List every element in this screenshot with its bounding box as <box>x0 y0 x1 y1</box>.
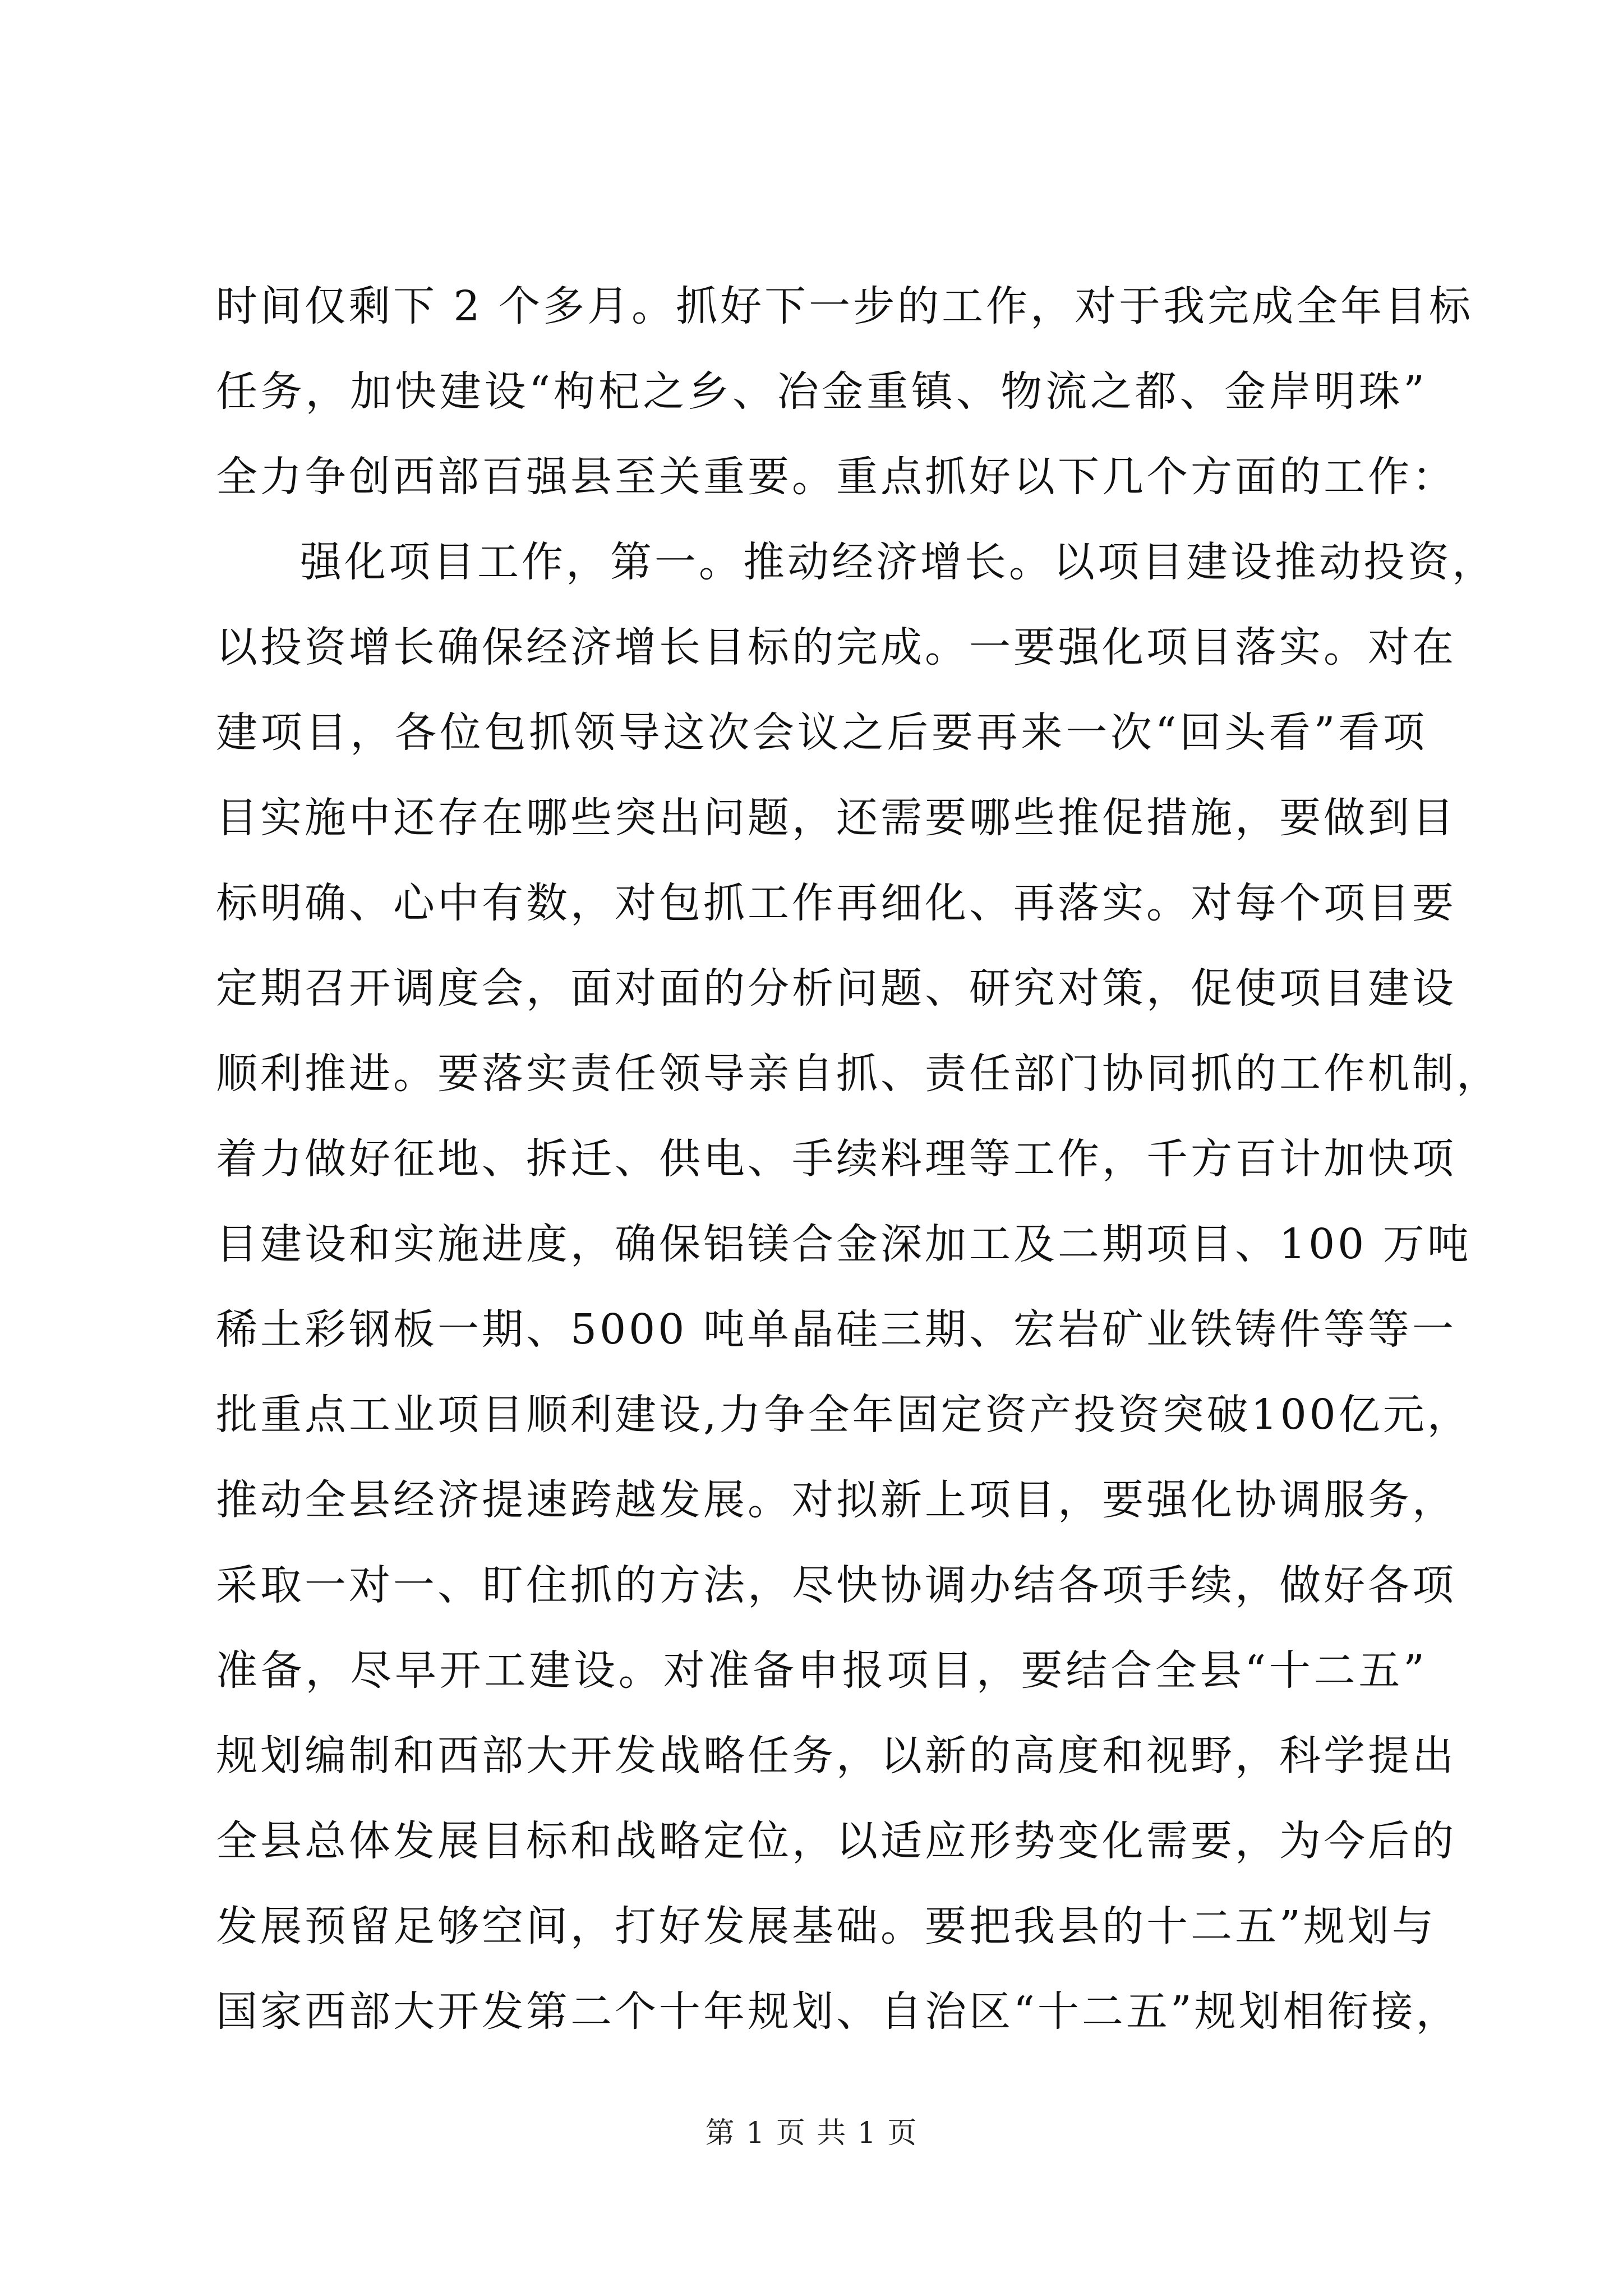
text-line: 任务，加快建设“枸杞之乡、冶金重镇、物流之都、金岸明珠” <box>216 367 1427 416</box>
text-line: 批重点工业项目顺利建设,力争全年固定资产投资突破100亿元， <box>216 1391 1472 1439</box>
text-line: 规划编制和西部大开发战略任务，以新的高度和视野，科学提出 <box>216 1732 1456 1780</box>
text-line: 采取一对一、盯住抓的方法，尽快协调办结各项手续，做好各项 <box>216 1561 1456 1609</box>
paragraph-first-line: 强化项目工作，第一。推动经济增长。以项目建设推动投资， <box>300 538 1496 586</box>
text-line: 标明确、心中有数，对包抓工作再细化、再落实。对每个项目要 <box>216 879 1456 927</box>
text-line: 目建设和实施进度，确保铝镁合金深加工及二期项目、100 万吨 <box>216 1220 1472 1268</box>
text-line: 国家西部大开发第二个十年规划、自治区“十二五”规划相衔接， <box>216 1987 1460 2036</box>
text-line: 准备，尽早开工建设。对准备申报项目，要结合全县“十二五” <box>216 1646 1427 1695</box>
text-line: 顺利推进。要落实责任领导亲自抓、责任部门协同抓的工作机制， <box>216 1050 1501 1098</box>
text-line: 目实施中还存在哪些突出问题，还需要哪些推促措施，要做到目 <box>216 794 1456 842</box>
text-line: 以投资增长确保经济增长目标的完成。一要强化项目落实。对在 <box>216 623 1456 671</box>
text-line: 时间仅剩下 2 个多月。抓好下一步的工作，对于我完成全年目标 <box>216 282 1474 330</box>
text-line: 稀土彩钢板一期、5000 吨单晶硅三期、宏岩矿业铁铸件等等一 <box>216 1305 1456 1354</box>
text-line: 定期召开调度会，面对面的分析问题、研究对策，促使项目建设 <box>216 964 1456 1013</box>
document-body <box>216 264 1501 2054</box>
page-number-footer: 第 1 页 共 1 页 <box>705 2116 918 2150</box>
text-line: 全力争创西部百强县至关重要。重点抓好以下几个方面的工作： <box>216 453 1456 501</box>
text-line: 建项目，各位包抓领导这次会议之后要再来一次“回头看”看项 <box>216 708 1427 757</box>
text-line: 推动全县经济提速跨越发展。对拟新上项目，要强化协调服务， <box>216 1476 1456 1524</box>
text-line: 着力做好征地、拆迁、供电、手续料理等工作，千方百计加快项 <box>216 1135 1456 1183</box>
text-line: 全县总体发展目标和战略定位，以适应形势变化需要，为今后的 <box>216 1817 1456 1865</box>
text-line: 发展预留足够空间，打好发展基础。要把我县的十二五”规划与 <box>216 1902 1436 1950</box>
